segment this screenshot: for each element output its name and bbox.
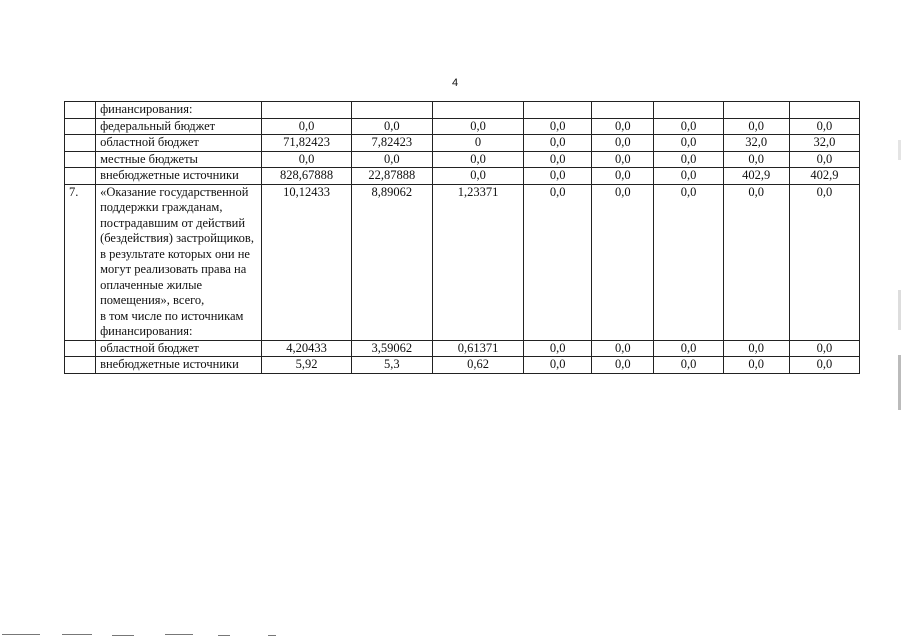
row-number [65,151,96,168]
scan-edge-mark [898,290,901,330]
row-number [65,135,96,152]
table-cell: 0,0 [524,184,592,340]
table-row [65,151,860,168]
scan-edge-mark [898,355,901,410]
row-label: федеральный бюджет [96,118,262,135]
table-cell: 0,0 [432,168,523,185]
table-cell: 0,0 [654,340,723,357]
table-cell: 0,0 [654,168,723,185]
table-cell: 0,0 [524,357,592,374]
table-cell: 402,9 [723,168,789,185]
row-label: внебюджетные источники [96,168,262,185]
table-cell: 0,0 [592,340,654,357]
row-number: 7. [65,184,96,340]
table-cell: 0,0 [262,118,351,135]
row-number [65,340,96,357]
table-cell: 0,0 [432,118,523,135]
table-cell: 0,0 [432,151,523,168]
table-cell: 3,59062 [351,340,432,357]
table-cell [723,102,789,119]
table-cell: 22,87888 [351,168,432,185]
table-row [65,184,860,340]
table-cell: 7,82423 [351,135,432,152]
table-row [65,168,860,185]
table-cell: 0,0 [524,340,592,357]
table-cell: 0,0 [262,151,351,168]
table-cell: 0,0 [723,184,789,340]
scan-mark [268,635,276,636]
scan-edge-mark [898,140,901,160]
table-row [65,357,860,374]
table-cell: 0,0 [592,184,654,340]
row-label: «Оказание государственной поддержки гражданам, пострадавшим от действий (бездействия) застройщиков, в результате которых они не могут реализовать права на оплаченные жилые помещения», всего, в том числе по источникам финансирования: [96,184,262,340]
table-cell: 32,0 [723,135,789,152]
table-cell: 0,0 [723,357,789,374]
table-cell: 0,0 [789,118,859,135]
table-cell: 0,0 [789,340,859,357]
table-cell: 828,67888 [262,168,351,185]
scan-mark [112,635,134,636]
page-number: 4 [452,77,459,89]
table-cell: 0,0 [351,118,432,135]
table-cell: 0,0 [654,184,723,340]
table-cell: 8,89062 [351,184,432,340]
table-row [65,118,860,135]
table-cell: 0,0 [524,118,592,135]
row-number [65,357,96,374]
table-cell: 5,92 [262,357,351,374]
table-cell [351,102,432,119]
table-cell: 0,0 [592,357,654,374]
table-cell: 32,0 [789,135,859,152]
table-cell [654,102,723,119]
table-cell [524,102,592,119]
table-cell [592,102,654,119]
row-number [65,168,96,185]
table-cell: 0,61371 [432,340,523,357]
scan-mark [165,634,193,635]
scan-mark [218,635,230,636]
table-cell: 10,12433 [262,184,351,340]
table-cell: 0,0 [524,168,592,185]
table-cell: 0,0 [524,151,592,168]
table-cell: 0,0 [723,340,789,357]
table-cell: 0,0 [789,184,859,340]
table-cell [789,102,859,119]
table-cell: 0,0 [654,118,723,135]
row-number [65,118,96,135]
table-cell: 4,20433 [262,340,351,357]
table-cell: 0,0 [654,135,723,152]
table-cell: 5,3 [351,357,432,374]
table-cell: 0,0 [723,151,789,168]
table-cell: 0 [432,135,523,152]
row-label: местные бюджеты [96,151,262,168]
table-cell: 402,9 [789,168,859,185]
financing-table [64,101,860,374]
table-cell: 1,23371 [432,184,523,340]
table-cell: 0,0 [351,151,432,168]
table-cell: 0,0 [723,118,789,135]
table-row [65,102,860,119]
table-cell: 0,0 [654,151,723,168]
table-cell: 0,0 [789,357,859,374]
table-cell [262,102,351,119]
table-cell: 0,0 [592,168,654,185]
row-label: финансирования: [96,102,262,119]
table-cell: 71,82423 [262,135,351,152]
table-cell: 0,62 [432,357,523,374]
table-cell: 0,0 [592,135,654,152]
table-cell: 0,0 [789,151,859,168]
row-number [65,102,96,119]
table-row [65,340,860,357]
table-row [65,135,860,152]
table-cell: 0,0 [524,135,592,152]
scan-mark [2,634,40,635]
row-label: внебюджетные источники [96,357,262,374]
table-cell [432,102,523,119]
row-label: областной бюджет [96,340,262,357]
scan-mark [62,634,92,635]
table-cell: 0,0 [592,151,654,168]
table-cell: 0,0 [592,118,654,135]
row-label: областной бюджет [96,135,262,152]
table-cell: 0,0 [654,357,723,374]
scan-artifacts [0,632,905,638]
